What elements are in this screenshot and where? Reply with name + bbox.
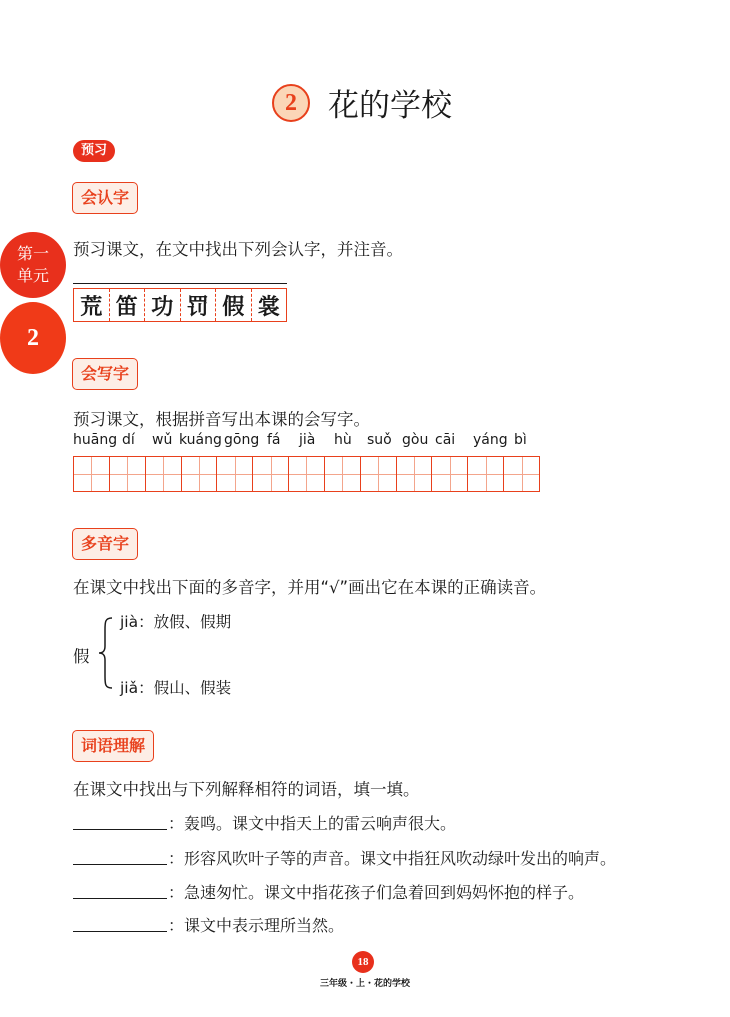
pinyin-label: gōng [224, 432, 260, 448]
vocab-answer-blank[interactable] [73, 898, 167, 899]
recognize-char-box [73, 288, 287, 322]
cell-guide-horizontal [253, 474, 288, 475]
recognize-char: 裳 [257, 293, 280, 320]
writing-cell[interactable] [288, 456, 325, 492]
footer-caption: 三年级・上・花的学校 [319, 979, 410, 989]
lesson-number-badge: 2 [272, 84, 310, 122]
reading-option-1[interactable] [120, 610, 231, 632]
vocab-answer-blank[interactable] [73, 931, 167, 932]
pinyin-label: bì [514, 432, 527, 448]
unit-number: 2 [0, 302, 66, 374]
recognize-char: 笛 [110, 289, 146, 321]
section-recognize-heading: 会认字 [72, 182, 138, 214]
polyphone-char: 假 [73, 647, 90, 666]
cell-guide-horizontal [110, 474, 145, 475]
recognize-char: 罚 [181, 289, 217, 321]
cell-guide-horizontal [146, 474, 181, 475]
unit-label [0, 232, 66, 298]
cell-guide-horizontal [432, 474, 467, 475]
brace-icon [97, 616, 115, 690]
unit-label-line2: 单元 [16, 266, 49, 285]
writing-grid[interactable] [73, 456, 539, 492]
cell-guide-horizontal [325, 474, 360, 475]
writing-cell[interactable] [503, 456, 540, 492]
page-number: 18 [352, 951, 374, 973]
writing-cell[interactable] [73, 456, 110, 492]
section-write-heading: 会写字 [72, 358, 138, 390]
writing-cell[interactable] [252, 456, 289, 492]
vocab-definition: ：急速匆忙。课文中指花孩子们急着回到妈妈怀抱的样子。 [168, 883, 585, 902]
polyphone-instruction: 在课文中找出下面的多音字，并用“√”画出它在本课的正确读音。 [73, 578, 547, 597]
preview-tag: 预习 [73, 140, 115, 162]
writing-cell[interactable] [216, 456, 253, 492]
recognize-char: 功 [145, 289, 181, 321]
writing-cell[interactable] [467, 456, 504, 492]
pinyin-label: yáng [473, 432, 508, 448]
section-polyphone-heading: 多音字 [72, 528, 138, 560]
cell-guide-horizontal [361, 474, 396, 475]
unit-label-line1: 第一 [16, 244, 49, 263]
cell-guide-horizontal [289, 474, 324, 475]
pinyin-label: gòu [402, 432, 429, 448]
section-vocab-heading: 词语理解 [72, 730, 154, 762]
writing-cell[interactable] [396, 456, 433, 492]
vocab-definition: ：轰鸣。课文中指天上的雷云响声很大。 [168, 814, 457, 833]
writing-cell[interactable] [145, 456, 182, 492]
cell-guide-horizontal [182, 474, 217, 475]
reading-pinyin: jiǎ [120, 679, 139, 697]
recognize-char: 假 [216, 289, 252, 321]
reading-pinyin: jià [120, 613, 139, 631]
writing-cell[interactable] [181, 456, 218, 492]
vocab-definition: ：课文中表示理所当然。 [168, 916, 345, 935]
pinyin-row [73, 432, 543, 452]
vocab-instruction: 在课文中找出与下列解释相符的词语，填一填。 [73, 780, 420, 799]
pinyin-label: jià [299, 432, 316, 448]
reading-words: ：放假、假期 [138, 613, 232, 631]
writing-cell[interactable] [109, 456, 146, 492]
vocab-answer-blank[interactable] [73, 864, 167, 865]
writing-cell[interactable] [360, 456, 397, 492]
cell-guide-horizontal [504, 474, 539, 475]
vocab-answer-blank[interactable] [73, 829, 167, 830]
pinyin-label: cāi [435, 432, 456, 448]
write-instruction: 预习课文，根据拼音写出本课的会写字。 [73, 410, 370, 429]
reading-words: ：假山、假装 [138, 679, 232, 697]
pinyin-label: fá [267, 432, 281, 448]
cell-guide-horizontal [217, 474, 252, 475]
cell-guide-horizontal [397, 474, 432, 475]
cell-guide-horizontal [468, 474, 503, 475]
writing-cell[interactable] [324, 456, 361, 492]
reading-option-2[interactable] [120, 676, 231, 698]
recognize-instruction: 预习课文，在文中找出下列会认字，并注音。 [73, 240, 403, 259]
pinyin-label: dí [122, 432, 135, 448]
pinyin-label: suǒ [367, 432, 392, 448]
recognize-char: 荒 [74, 289, 110, 321]
lesson-title: 花的学校 [328, 88, 452, 124]
pinyin-label: huāng [73, 432, 118, 448]
vocab-definition: ：形容风吹叶子等的声音。课文中指狂风吹动绿叶发出的响声。 [168, 849, 617, 868]
writing-cell[interactable] [431, 456, 468, 492]
pinyin-label: wǔ [152, 432, 173, 448]
pinyin-label: hù [334, 432, 352, 448]
cell-guide-horizontal [74, 474, 109, 475]
pinyin-label: kuáng [179, 432, 222, 448]
pinyin-answer-line[interactable] [73, 283, 287, 284]
